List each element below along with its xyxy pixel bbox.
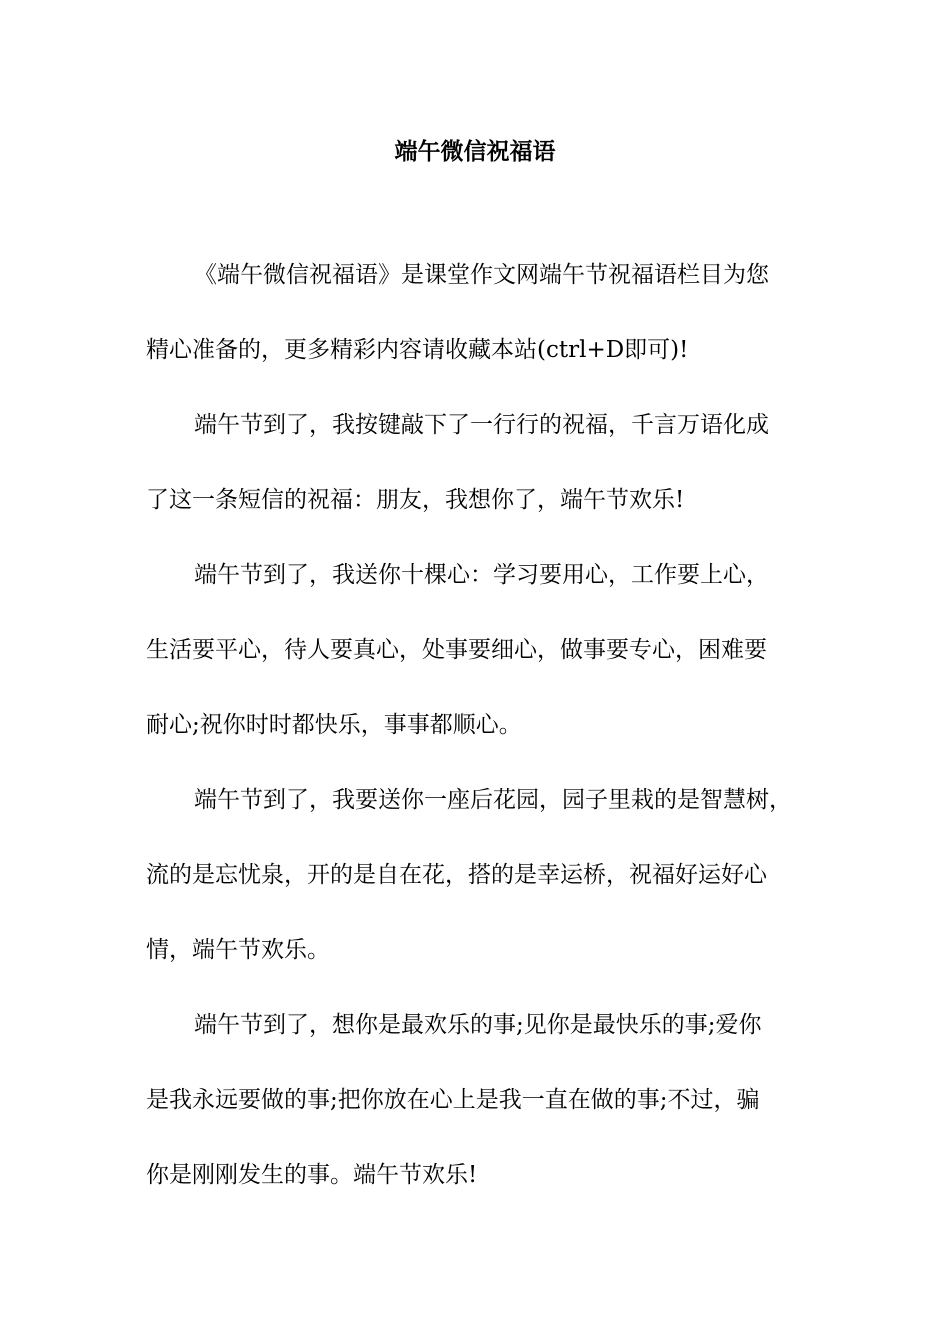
document-title: 端午微信祝福语 [394,138,556,165]
paragraph-line: 端午节到了，我送你十棵心：学习要用心，工作要上心， [194,562,769,588]
paragraph-line: 情，端午节欢乐。 [146,937,330,963]
paragraph-line: 了这一条短信的祝福：朋友，我想你了，端午节欢乐! [146,487,685,513]
paragraph-line: 端午节到了，想你是最欢乐的事;见你是最快乐的事;爱你 [194,1012,762,1038]
paragraph-line: 端午节到了，我要送你一座后花园，园子里栽的是智慧树， [194,787,792,813]
paragraph-line: 流的是忘忧泉，开的是自在花，搭的是幸运桥，祝福好运好心 [146,862,767,888]
paragraph-line: 是我永远要做的事;把你放在心上是我一直在做的事;不过，骗 [146,1087,760,1113]
paragraph-line: 生活要平心，待人要真心，处事要细心，做事要专心，困难要 [146,637,767,663]
paragraph-line: 端午节到了，我按键敲下了一行行的祝福，千言万语化成 [194,412,769,438]
paragraph-line: 《端午微信祝福语》是课堂作文网端午节祝福语栏目为您 [194,262,769,288]
paragraph-line: 你是刚刚发生的事。端午节欢乐! [146,1162,478,1188]
paragraph-line: 精心准备的，更多精彩内容请收藏本站(ctrl+D即可)! [146,337,689,363]
paragraph-line: 耐心;祝你时时都快乐，事事都顺心。 [146,712,522,738]
